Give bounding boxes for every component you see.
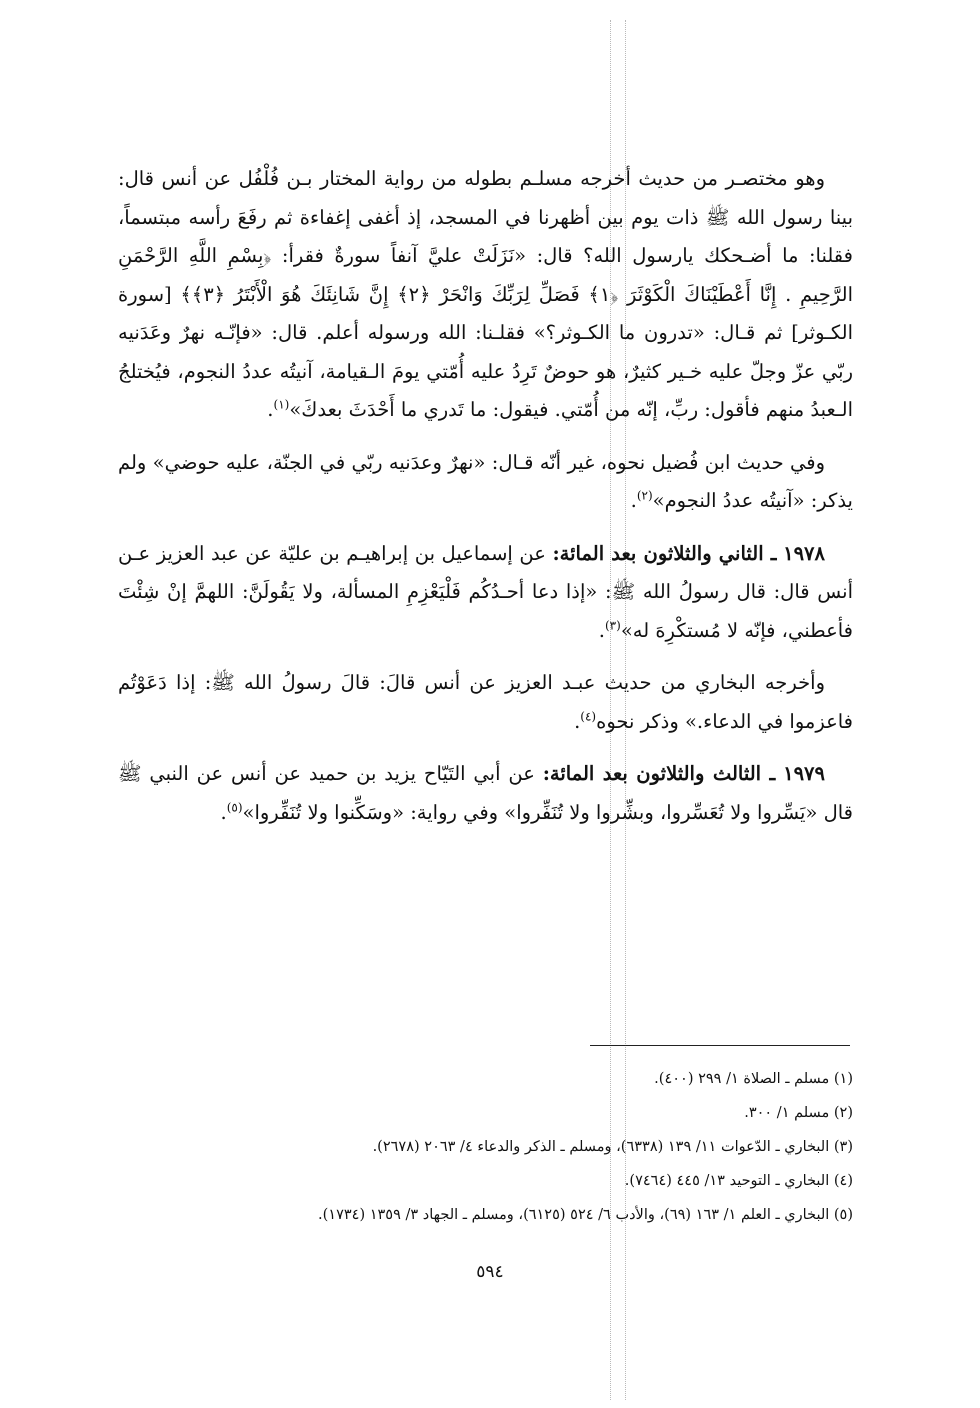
footnote-marker: (٥) [226,800,243,814]
footnote-marker: (٤) [580,709,597,723]
paragraph-hadith-1979: ١٩٧٩ ـ الثالث والثلاثون بعد المائة: عن أبي التَيّاح يزيد بن حميد عن أنس عن النبي ﷺ قال «يَسِّروا ولا تُعَسِّروا، وبشِّروا ولا تُنَفِّروا» وفي رواية: «وسَكِّنوا ولا تُنَفِّروا»$^{(٥)}$. [118,762,853,824]
hadith-title: ـ الثاني والثلاثون بعد المائة: [552,541,777,565]
footnote-marker: (١) [273,397,290,412]
paragraph-text: وأخرجه البخاري من حديث عبـد العزيز عن أنس قالَ: قالَ رسولُ الله ﷺ: إذا دَعَوْتُم فاعزموا في الدعاء.» وذكر نحوه [118,671,853,733]
footnote: (٤) البخاري ـ التوحيد ١٣/ ٤٤٥ (٧٤٦٤). [624,1173,853,1189]
page-number: ٥٩٤ [476,1262,504,1282]
paragraph-hadith-1978: ١٩٧٨ ـ الثاني والثلاثون بعد المائة: عن إسماعيل بن إبراهيـم بن عليّة عن عبد العزيز عـن أنس قال: قال رسولُ الله ﷺ: «إذا دعا أحـدُكُم فَلْيَعْزِمِ المسألة، ولا يَقُولَنَّ: اللهمَّ إنْ شِئْتَ فأعطني، فإنّه لا مُستكْرِهَ له»$^{(٣)}$. [118,541,853,642]
footnote-marker: (٣) [604,618,621,632]
footnote-divider [590,1045,850,1046]
paragraph-text: عن أبي التَيّاح يزيد بن حميد عن أنس عن النبي ﷺ قال «يَسِّروا ولا تُعَسِّروا، وبشِّروا ولا تُنَفِّروا» وفي رواية: «وسَكِّنوا ولا تُنَفِّروا» [118,762,853,824]
paragraph-text: عن إسماعيل بن إبراهيـم بن عليّة عن عبد العزيز عـن أنس قال: قال رسولُ الله ﷺ: «إذا دعا أحـدُكُم فَلْيَعْزِمِ المسألة، ولا يَقُولَنَّ: اللهمَّ إنْ شِئْتَ فأعطني، فإنّه لا مُستكْرِهَ له» [118,541,853,642]
footnote: (١) مسلم ـ الصلاة ١/ ٢٩٩ (٤٠٠). [654,1071,853,1087]
footnote: (٢) مسلم ١/ ٣٠٠. [744,1105,853,1121]
footnote: (٥) البخاري ـ العلم ١/ ١٦٣ (٦٩)، والأدب ٦/ ٥٢٤ (٦١٢٥)، ومسلم ـ الجهاد ٣/ ١٣٥٩ (١٧٣٤). [318,1207,853,1223]
paragraph-ibn-fudayl: وفي حديث ابن فُضيل نحوه، غير أنّه قـال: «نهرٌ وعدَنيه ربّي في الجنّة، عليه حوضي» ولم يذكر: «آنيتُه عددُ النجوم»$^{(٢)}$. [118,450,853,512]
footnote-marker: (٢) [636,488,653,503]
hadith-number: ١٩٧٩ [783,762,825,785]
main-text [118,160,853,832]
paragraph-hadith-kawthar: وهو مختصـر من حديث أخرجه مسلـم بطوله من رواية المختار بـن فُلْفُل عن أنس قال: بينا رسول الله ﷺ ذات يوم بين أظهرنا في المسجد، إذ أغفى إغفاءة ثم رفَعَ رأسه مبتسماً، فقلنا: ما أضـحكك يارسول الله؟ قال: «نَزَلَتْ عليَّ آنفاً سورةٌ فقرأ: ﴿بِسْمِ اللَّهِ الرَّحْمَنِ الرَّحِيمِ . إِنَّا أَعْطَيْنَاكَ الْكَوْثَرَ ﴿١﴾ فَصَلِّ لِرَبِّكَ وَانْحَرْ ﴿٢﴾ إِنَّ شَانِئَكَ هُوَ الْأَبْتَرُ ﴿٣﴾﴾ [سورة الكـوثر] ثم قـال: «تدرون ما الكـوثر؟» فقلـنا: الله ورسوله أعلم. قال: «فإنّـه نهرٌ وعَدَنيه ربّي عزّ وجلّ عليه خـير كثيرٌ، هو حوضٌ تَرِدُ عليه أُمّتي يومَ الـقيامة، آنيتُه عددُ النجوم، فيُختلجُ الـعبدُ منهم فأقول: ربِّ، إنّه من أُمّتي. فيقول: ما تَدري ما أَحْدَثَ بعدكَ»$^{(١)}$. [118,167,853,421]
paragraph-text: وهو مختصـر من حديث أخرجه مسلـم بطوله من رواية المختار بـن فُلْفُل عن أنس قال: بينا رسول الله ﷺ ذات يوم بين أظهرنا في المسجد، إذ أغفى إغفاءة ثم رفَعَ رأسه مبتسماً، فقلنا: ما أضـحكك يارسول الله؟ قال: «نَزَلَتْ عليَّ آنفاً سورةٌ فقرأ: ﴿بِسْمِ اللَّهِ الرَّحْمَنِ الرَّحِيمِ . إِنَّا أَعْطَيْنَاكَ الْكَوْثَرَ ﴿١﴾ فَصَلِّ لِرَبِّكَ وَانْحَرْ ﴿٢﴾ إِنَّ شَانِئَكَ هُوَ الْأَبْتَرُ ﴿٣﴾﴾ [سورة الكـوثر] ثم قـال: «تدرون ما الكـوثر؟» فقلـنا: الله ورسوله أعلم. قال: «فإنّـه نهرٌ وعَدَنيه ربّي عزّ وجلّ عليه خـير كثيرٌ، هو حوضٌ تَرِدُ عليه أُمّتي يومَ الـقيامة، آنيتُه عددُ النجوم، فيُختلجُ الـعبدُ منهم فأقول: ربِّ، إنّه من أُمّتي. فيقول: ما تَدري ما أَحْدَثَ بعدكَ» [118,167,853,421]
hadith-number: ١٩٧٨ [783,541,826,565]
hadith-title: ـ الثالث والثلاثون بعد المائة: [542,762,776,785]
paragraph-text: وفي حديث ابن فُضيل نحوه، غير أنّه قـال: «نهرٌ وعدَنيه ربّي في الجنّة، عليه حوضي» ولم يذكر: «آنيتُه عددُ النجوم» [118,450,853,512]
footnotes [140,1062,853,1232]
footnote: (٣) البخاري ـ الدّعوات ١١/ ١٣٩ (٦٣٣٨)، ومسلم ـ الذكر والدعاء ٤/ ٢٠٦٣ (٢٦٧٨). [372,1139,853,1155]
paragraph-bukhari: وأخرجه البخاري من حديث عبـد العزيز عن أنس قالَ: قالَ رسولُ الله ﷺ: إذا دَعَوْتُم فاعزموا في الدعاء.» وذكر نحوه$^{(٤)}$. [118,671,853,733]
